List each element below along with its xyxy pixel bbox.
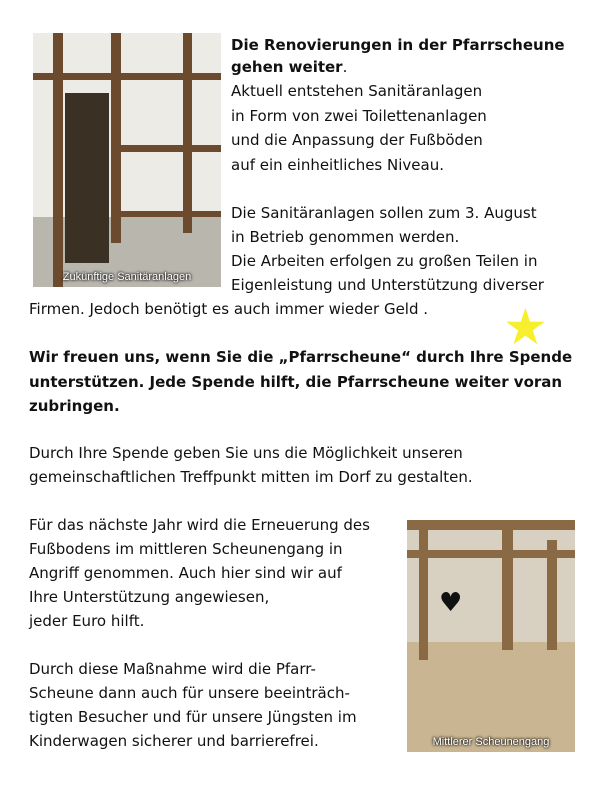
intro-title-suffix: . bbox=[342, 58, 348, 76]
appeal-line: zubringen. bbox=[29, 397, 120, 415]
intro-line: auf ein einheitliches Niveau. bbox=[231, 156, 444, 174]
next-year-line: jeder Euro hilft. bbox=[29, 612, 145, 630]
closing-line: tigten Besucher und für unsere Jüngsten im bbox=[29, 708, 357, 726]
closing-line: Durch diese Maßnahme wird die Pfarr- bbox=[29, 660, 316, 678]
timber-rail bbox=[121, 145, 221, 152]
intro-title-bold: gehen weiter bbox=[231, 58, 343, 76]
next-year-line: Für das nächste Jahr wird die Erneuerung des bbox=[29, 516, 370, 534]
timber-post bbox=[419, 520, 428, 660]
timber-post bbox=[547, 540, 557, 650]
timber-post bbox=[502, 520, 513, 650]
photo-future-sanitary bbox=[33, 33, 221, 287]
timber-post bbox=[53, 33, 63, 287]
roof-beam bbox=[407, 520, 575, 530]
next-year-line: Angriff genommen. Auch hier sind wir auf bbox=[29, 564, 342, 582]
closing-line: Kinderwagen sicherer und barrierefrei. bbox=[29, 732, 319, 750]
timber-rail bbox=[33, 73, 221, 80]
next-year-line: Fußbodens im mittleren Scheunengang in bbox=[29, 540, 343, 558]
intro-line: und die Anpassung der Fußböden bbox=[231, 131, 483, 149]
purpose-line: gemeinschaftlichen Treffpunkt mitten im Dorf zu gestalten. bbox=[29, 468, 473, 486]
schedule-line: Die Sanitäranlagen sollen zum 3. August bbox=[231, 204, 537, 222]
schedule-line: in Betrieb genommen werden. bbox=[231, 228, 460, 246]
timber-rail bbox=[121, 211, 221, 217]
appeal-line: unterstützen. Jede Spende hilft, die Pfarrscheune weiter voran bbox=[29, 373, 563, 391]
photo-caption: Mittlerer Scheunengang bbox=[432, 736, 550, 748]
timber-post bbox=[111, 33, 121, 243]
schedule-line: Die Arbeiten erfolgen zu großen Teilen in bbox=[231, 252, 538, 270]
heart-icon: ♥ bbox=[439, 588, 463, 618]
star-icon: ★ bbox=[503, 298, 548, 356]
intro-line: in Form von zwei Toilettenanlagen bbox=[231, 107, 487, 125]
doorway bbox=[65, 93, 109, 263]
timber-post bbox=[183, 33, 192, 233]
intro-title-line-1: Die Renovierungen in der Pfarrscheune bbox=[231, 36, 565, 54]
next-year-line: Ihre Unterstützung angewiesen, bbox=[29, 588, 270, 606]
closing-line: Scheune dann auch für unsere beeinträch- bbox=[29, 684, 350, 702]
purpose-line: Durch Ihre Spende geben Sie uns die Möglichkeit unseren bbox=[29, 444, 463, 462]
appeal-line: Wir freuen uns, wenn Sie die „Pfarrscheune“ durch Ihre Spende bbox=[29, 348, 573, 366]
photo-caption: Zukünftige Sanitäranlagen bbox=[62, 271, 192, 283]
intro-title-line-2 bbox=[231, 57, 347, 77]
photo-middle-barn-aisle bbox=[407, 520, 575, 752]
schedule-line: Eigenleistung und Unterstützung diverser bbox=[231, 276, 544, 294]
schedule-line: Firmen. Jedoch benötigt es auch immer wieder Geld . bbox=[29, 300, 429, 318]
intro-line: Aktuell entstehen Sanitäranlagen bbox=[231, 82, 483, 100]
